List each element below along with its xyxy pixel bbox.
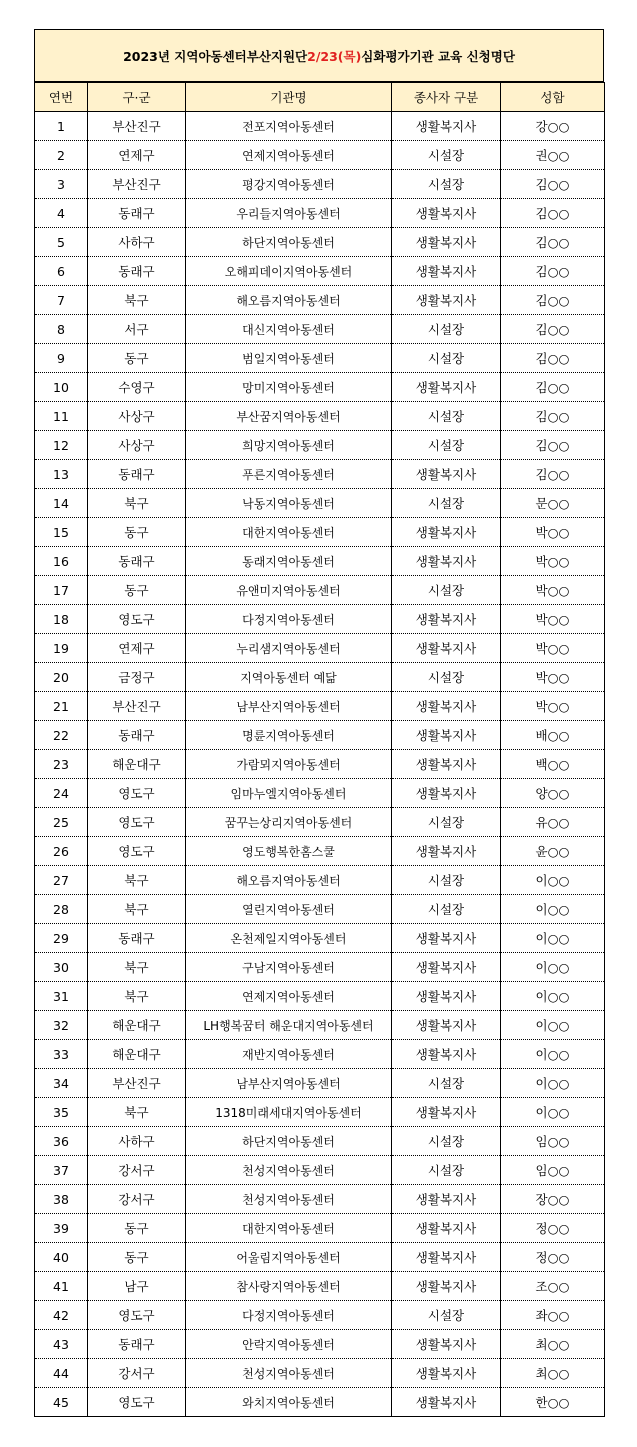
cell-number: 27 xyxy=(35,866,88,895)
table-row xyxy=(35,1098,605,1127)
cell-staff-type: 생활복지사 xyxy=(392,924,501,953)
cell-staff-type: 생활복지사 xyxy=(392,837,501,866)
cell-name: 이○○ xyxy=(501,1098,605,1127)
cell-district: 영도구 xyxy=(88,605,186,634)
cell-name: 이○○ xyxy=(501,866,605,895)
table-body xyxy=(35,112,605,1417)
cell-number: 36 xyxy=(35,1127,88,1156)
cell-district: 해운대구 xyxy=(88,1011,186,1040)
cell-staff-type: 생활복지사 xyxy=(392,1388,501,1417)
title-suffix: 심화평가기관 교육 신청명단 xyxy=(361,48,515,64)
cell-district: 강서구 xyxy=(88,1156,186,1185)
table-row xyxy=(35,170,605,199)
table-row xyxy=(35,1388,605,1417)
table-row xyxy=(35,1185,605,1214)
cell-organization: 다정지역아동센터 xyxy=(186,605,392,634)
cell-number: 6 xyxy=(35,257,88,286)
cell-name: 좌○○ xyxy=(501,1301,605,1330)
cell-organization: 대신지역아동센터 xyxy=(186,315,392,344)
table-row xyxy=(35,1069,605,1098)
cell-staff-type: 시설장 xyxy=(392,402,501,431)
cell-name: 최○○ xyxy=(501,1330,605,1359)
cell-organization: 재반지역아동센터 xyxy=(186,1040,392,1069)
cell-organization: 범일지역아동센터 xyxy=(186,344,392,373)
cell-staff-type: 생활복지사 xyxy=(392,1330,501,1359)
cell-organization: 참사랑지역아동센터 xyxy=(186,1272,392,1301)
cell-district: 영도구 xyxy=(88,808,186,837)
table-row xyxy=(35,895,605,924)
cell-district: 동구 xyxy=(88,1243,186,1272)
cell-organization: 천성지역아동센터 xyxy=(186,1185,392,1214)
table-row xyxy=(35,953,605,982)
table-row xyxy=(35,605,605,634)
cell-name: 김○○ xyxy=(501,460,605,489)
cell-district: 서구 xyxy=(88,315,186,344)
cell-organization: 구남지역아동센터 xyxy=(186,953,392,982)
cell-staff-type: 생활복지사 xyxy=(392,1214,501,1243)
cell-name: 김○○ xyxy=(501,344,605,373)
cell-staff-type: 시설장 xyxy=(392,895,501,924)
cell-organization: 대한지역아동센터 xyxy=(186,518,392,547)
cell-name: 박○○ xyxy=(501,576,605,605)
cell-staff-type: 생활복지사 xyxy=(392,1011,501,1040)
cell-number: 15 xyxy=(35,518,88,547)
title-prefix: 2023년 지역아동센터부산지원단 xyxy=(123,48,308,64)
cell-number: 13 xyxy=(35,460,88,489)
cell-organization: 하단지역아동센터 xyxy=(186,1127,392,1156)
cell-district: 동래구 xyxy=(88,199,186,228)
cell-name: 이○○ xyxy=(501,895,605,924)
table-row xyxy=(35,982,605,1011)
cell-name: 권○○ xyxy=(501,141,605,170)
cell-organization: 와치지역아동센터 xyxy=(186,1388,392,1417)
cell-staff-type: 시설장 xyxy=(392,431,501,460)
applicant-table xyxy=(34,82,605,1417)
table-row xyxy=(35,779,605,808)
cell-staff-type: 생활복지사 xyxy=(392,373,501,402)
cell-district: 동래구 xyxy=(88,721,186,750)
cell-number: 35 xyxy=(35,1098,88,1127)
table-row xyxy=(35,112,605,141)
table-row xyxy=(35,373,605,402)
cell-district: 북구 xyxy=(88,489,186,518)
cell-number: 29 xyxy=(35,924,88,953)
table-row xyxy=(35,808,605,837)
cell-number: 19 xyxy=(35,634,88,663)
cell-number: 2 xyxy=(35,141,88,170)
cell-number: 22 xyxy=(35,721,88,750)
cell-number: 9 xyxy=(35,344,88,373)
table-row xyxy=(35,924,605,953)
cell-district: 동래구 xyxy=(88,257,186,286)
cell-organization: 천성지역아동센터 xyxy=(186,1359,392,1388)
cell-organization: 남부산지역아동센터 xyxy=(186,1069,392,1098)
cell-name: 김○○ xyxy=(501,286,605,315)
cell-district: 동래구 xyxy=(88,1330,186,1359)
cell-staff-type: 생활복지사 xyxy=(392,1243,501,1272)
cell-district: 동래구 xyxy=(88,924,186,953)
table-row xyxy=(35,1127,605,1156)
cell-district: 수영구 xyxy=(88,373,186,402)
cell-number: 42 xyxy=(35,1301,88,1330)
cell-name: 강○○ xyxy=(501,112,605,141)
cell-staff-type: 시설장 xyxy=(392,489,501,518)
cell-name: 이○○ xyxy=(501,1069,605,1098)
cell-name: 정○○ xyxy=(501,1243,605,1272)
cell-district: 부산진구 xyxy=(88,692,186,721)
cell-number: 45 xyxy=(35,1388,88,1417)
cell-staff-type: 생활복지사 xyxy=(392,228,501,257)
cell-organization: 하단지역아동센터 xyxy=(186,228,392,257)
cell-number: 31 xyxy=(35,982,88,1011)
table-row xyxy=(35,1301,605,1330)
cell-name: 박○○ xyxy=(501,663,605,692)
table-row xyxy=(35,547,605,576)
table-row xyxy=(35,1330,605,1359)
cell-district: 동구 xyxy=(88,1214,186,1243)
cell-organization: LH행복꿈터 해운대지역아동센터 xyxy=(186,1011,392,1040)
cell-name: 김○○ xyxy=(501,199,605,228)
cell-organization: 낙동지역아동센터 xyxy=(186,489,392,518)
cell-organization: 1318미래세대지역아동센터 xyxy=(186,1098,392,1127)
cell-number: 32 xyxy=(35,1011,88,1040)
cell-district: 금정구 xyxy=(88,663,186,692)
table-row xyxy=(35,576,605,605)
cell-district: 영도구 xyxy=(88,779,186,808)
cell-organization: 열린지역아동센터 xyxy=(186,895,392,924)
table-row xyxy=(35,344,605,373)
cell-name: 김○○ xyxy=(501,402,605,431)
cell-name: 박○○ xyxy=(501,634,605,663)
cell-staff-type: 생활복지사 xyxy=(392,692,501,721)
cell-number: 1 xyxy=(35,112,88,141)
cell-district: 강서구 xyxy=(88,1359,186,1388)
cell-district: 연제구 xyxy=(88,634,186,663)
table-row xyxy=(35,1272,605,1301)
table-row xyxy=(35,141,605,170)
cell-organization: 어울림지역아동센터 xyxy=(186,1243,392,1272)
cell-staff-type: 시설장 xyxy=(392,576,501,605)
cell-name: 김○○ xyxy=(501,373,605,402)
cell-district: 해운대구 xyxy=(88,750,186,779)
col-header-number: 연번 xyxy=(35,83,88,112)
cell-name: 박○○ xyxy=(501,605,605,634)
cell-organization: 연제지역아동센터 xyxy=(186,982,392,1011)
cell-staff-type: 시설장 xyxy=(392,1156,501,1185)
cell-district: 북구 xyxy=(88,982,186,1011)
cell-district: 사상구 xyxy=(88,431,186,460)
sheet-title xyxy=(34,29,604,82)
cell-number: 3 xyxy=(35,170,88,199)
cell-organization: 가람뫼지역아동센터 xyxy=(186,750,392,779)
cell-organization: 온천제일지역아동센터 xyxy=(186,924,392,953)
cell-name: 이○○ xyxy=(501,1011,605,1040)
cell-staff-type: 생활복지사 xyxy=(392,605,501,634)
table-row xyxy=(35,199,605,228)
cell-organization: 명륜지역아동센터 xyxy=(186,721,392,750)
cell-number: 24 xyxy=(35,779,88,808)
cell-name: 임○○ xyxy=(501,1127,605,1156)
cell-organization: 동래지역아동센터 xyxy=(186,547,392,576)
cell-district: 사상구 xyxy=(88,402,186,431)
cell-organization: 꿈꾸는상리지역아동센터 xyxy=(186,808,392,837)
cell-district: 북구 xyxy=(88,1098,186,1127)
cell-number: 34 xyxy=(35,1069,88,1098)
cell-organization: 오해피데이지역아동센터 xyxy=(186,257,392,286)
col-header-organization: 기관명 xyxy=(186,83,392,112)
cell-number: 20 xyxy=(35,663,88,692)
cell-name: 박○○ xyxy=(501,692,605,721)
cell-district: 부산진구 xyxy=(88,112,186,141)
cell-district: 동래구 xyxy=(88,460,186,489)
cell-organization: 연제지역아동센터 xyxy=(186,141,392,170)
cell-staff-type: 생활복지사 xyxy=(392,199,501,228)
cell-staff-type: 생활복지사 xyxy=(392,547,501,576)
cell-staff-type: 시설장 xyxy=(392,663,501,692)
table-row xyxy=(35,431,605,460)
cell-district: 해운대구 xyxy=(88,1040,186,1069)
cell-number: 12 xyxy=(35,431,88,460)
cell-staff-type: 생활복지사 xyxy=(392,1040,501,1069)
cell-number: 39 xyxy=(35,1214,88,1243)
cell-name: 김○○ xyxy=(501,431,605,460)
header-row xyxy=(35,83,605,112)
cell-number: 43 xyxy=(35,1330,88,1359)
cell-name: 박○○ xyxy=(501,518,605,547)
cell-organization: 다정지역아동센터 xyxy=(186,1301,392,1330)
cell-district: 동래구 xyxy=(88,547,186,576)
table-row xyxy=(35,257,605,286)
cell-district: 부산진구 xyxy=(88,1069,186,1098)
cell-staff-type: 시설장 xyxy=(392,1127,501,1156)
cell-staff-type: 생활복지사 xyxy=(392,1359,501,1388)
cell-district: 영도구 xyxy=(88,1301,186,1330)
cell-name: 한○○ xyxy=(501,1388,605,1417)
cell-name: 이○○ xyxy=(501,982,605,1011)
table-row xyxy=(35,315,605,344)
table-row xyxy=(35,1214,605,1243)
cell-district: 북구 xyxy=(88,895,186,924)
cell-organization: 영도행복한홈스쿨 xyxy=(186,837,392,866)
spreadsheet-sheet xyxy=(34,29,604,1417)
table-row xyxy=(35,1040,605,1069)
cell-staff-type: 생활복지사 xyxy=(392,286,501,315)
cell-staff-type: 시설장 xyxy=(392,808,501,837)
table-row xyxy=(35,489,605,518)
cell-name: 이○○ xyxy=(501,953,605,982)
table-row xyxy=(35,460,605,489)
cell-staff-type: 생활복지사 xyxy=(392,982,501,1011)
cell-organization: 지역아동센터 예닮 xyxy=(186,663,392,692)
cell-organization: 평강지역아동센터 xyxy=(186,170,392,199)
table-row xyxy=(35,402,605,431)
cell-staff-type: 생활복지사 xyxy=(392,634,501,663)
cell-district: 동구 xyxy=(88,344,186,373)
cell-name: 문○○ xyxy=(501,489,605,518)
table-row xyxy=(35,1156,605,1185)
cell-number: 5 xyxy=(35,228,88,257)
cell-number: 40 xyxy=(35,1243,88,1272)
cell-organization: 부산꿈지역아동센터 xyxy=(186,402,392,431)
cell-name: 김○○ xyxy=(501,170,605,199)
cell-number: 30 xyxy=(35,953,88,982)
cell-staff-type: 생활복지사 xyxy=(392,112,501,141)
cell-organization: 전포지역아동센터 xyxy=(186,112,392,141)
cell-name: 이○○ xyxy=(501,1040,605,1069)
table-row xyxy=(35,286,605,315)
cell-name: 양○○ xyxy=(501,779,605,808)
cell-district: 동구 xyxy=(88,518,186,547)
cell-organization: 임마누엘지역아동센터 xyxy=(186,779,392,808)
cell-staff-type: 생활복지사 xyxy=(392,257,501,286)
cell-district: 북구 xyxy=(88,286,186,315)
cell-name: 이○○ xyxy=(501,924,605,953)
title-date: 2/23(목) xyxy=(307,48,362,64)
cell-staff-type: 시설장 xyxy=(392,315,501,344)
cell-organization: 우리들지역아동센터 xyxy=(186,199,392,228)
cell-district: 영도구 xyxy=(88,1388,186,1417)
cell-district: 연제구 xyxy=(88,141,186,170)
table-row xyxy=(35,518,605,547)
cell-district: 영도구 xyxy=(88,837,186,866)
table-row xyxy=(35,866,605,895)
cell-staff-type: 생활복지사 xyxy=(392,1185,501,1214)
cell-number: 11 xyxy=(35,402,88,431)
cell-number: 18 xyxy=(35,605,88,634)
cell-staff-type: 시설장 xyxy=(392,170,501,199)
cell-name: 임○○ xyxy=(501,1156,605,1185)
cell-district: 남구 xyxy=(88,1272,186,1301)
cell-number: 4 xyxy=(35,199,88,228)
cell-name: 백○○ xyxy=(501,750,605,779)
cell-number: 14 xyxy=(35,489,88,518)
cell-name: 김○○ xyxy=(501,228,605,257)
cell-organization: 대한지역아동센터 xyxy=(186,1214,392,1243)
cell-number: 7 xyxy=(35,286,88,315)
cell-organization: 유앤미지역아동센터 xyxy=(186,576,392,605)
cell-number: 23 xyxy=(35,750,88,779)
cell-name: 조○○ xyxy=(501,1272,605,1301)
col-header-name: 성함 xyxy=(501,83,605,112)
table-row xyxy=(35,1243,605,1272)
table-row xyxy=(35,837,605,866)
col-header-district: 구·군 xyxy=(88,83,186,112)
cell-staff-type: 시설장 xyxy=(392,1069,501,1098)
cell-name: 윤○○ xyxy=(501,837,605,866)
cell-staff-type: 생활복지사 xyxy=(392,953,501,982)
cell-staff-type: 시설장 xyxy=(392,866,501,895)
cell-staff-type: 생활복지사 xyxy=(392,779,501,808)
table-row xyxy=(35,663,605,692)
cell-organization: 망미지역아동센터 xyxy=(186,373,392,402)
cell-staff-type: 시설장 xyxy=(392,344,501,373)
table-row xyxy=(35,750,605,779)
cell-staff-type: 생활복지사 xyxy=(392,1272,501,1301)
cell-staff-type: 생활복지사 xyxy=(392,750,501,779)
cell-number: 16 xyxy=(35,547,88,576)
cell-name: 박○○ xyxy=(501,547,605,576)
cell-name: 정○○ xyxy=(501,1214,605,1243)
cell-organization: 누리샘지역아동센터 xyxy=(186,634,392,663)
table-row xyxy=(35,634,605,663)
cell-number: 41 xyxy=(35,1272,88,1301)
cell-staff-type: 생활복지사 xyxy=(392,721,501,750)
table-row xyxy=(35,228,605,257)
cell-name: 최○○ xyxy=(501,1359,605,1388)
cell-staff-type: 생활복지사 xyxy=(392,518,501,547)
cell-number: 38 xyxy=(35,1185,88,1214)
cell-district: 강서구 xyxy=(88,1185,186,1214)
cell-name: 배○○ xyxy=(501,721,605,750)
col-header-staff-type: 종사자 구분 xyxy=(392,83,501,112)
table-row xyxy=(35,1359,605,1388)
cell-organization: 남부산지역아동센터 xyxy=(186,692,392,721)
cell-name: 김○○ xyxy=(501,257,605,286)
cell-staff-type: 생활복지사 xyxy=(392,460,501,489)
cell-name: 장○○ xyxy=(501,1185,605,1214)
cell-organization: 해오름지역아동센터 xyxy=(186,866,392,895)
cell-name: 유○○ xyxy=(501,808,605,837)
cell-number: 21 xyxy=(35,692,88,721)
cell-district: 북구 xyxy=(88,953,186,982)
cell-number: 33 xyxy=(35,1040,88,1069)
cell-number: 17 xyxy=(35,576,88,605)
cell-organization: 희망지역아동센터 xyxy=(186,431,392,460)
cell-organization: 해오름지역아동센터 xyxy=(186,286,392,315)
cell-district: 사하구 xyxy=(88,228,186,257)
cell-number: 28 xyxy=(35,895,88,924)
table-row xyxy=(35,692,605,721)
cell-district: 동구 xyxy=(88,576,186,605)
cell-number: 44 xyxy=(35,1359,88,1388)
cell-staff-type: 시설장 xyxy=(392,141,501,170)
cell-district: 사하구 xyxy=(88,1127,186,1156)
cell-organization: 안락지역아동센터 xyxy=(186,1330,392,1359)
table-row xyxy=(35,721,605,750)
cell-organization: 천성지역아동센터 xyxy=(186,1156,392,1185)
cell-organization: 푸른지역아동센터 xyxy=(186,460,392,489)
cell-district: 북구 xyxy=(88,866,186,895)
cell-number: 10 xyxy=(35,373,88,402)
cell-number: 26 xyxy=(35,837,88,866)
cell-number: 8 xyxy=(35,315,88,344)
cell-staff-type: 생활복지사 xyxy=(392,1098,501,1127)
cell-number: 37 xyxy=(35,1156,88,1185)
cell-staff-type: 시설장 xyxy=(392,1301,501,1330)
table-row xyxy=(35,1011,605,1040)
cell-name: 김○○ xyxy=(501,315,605,344)
cell-district: 부산진구 xyxy=(88,170,186,199)
cell-number: 25 xyxy=(35,808,88,837)
